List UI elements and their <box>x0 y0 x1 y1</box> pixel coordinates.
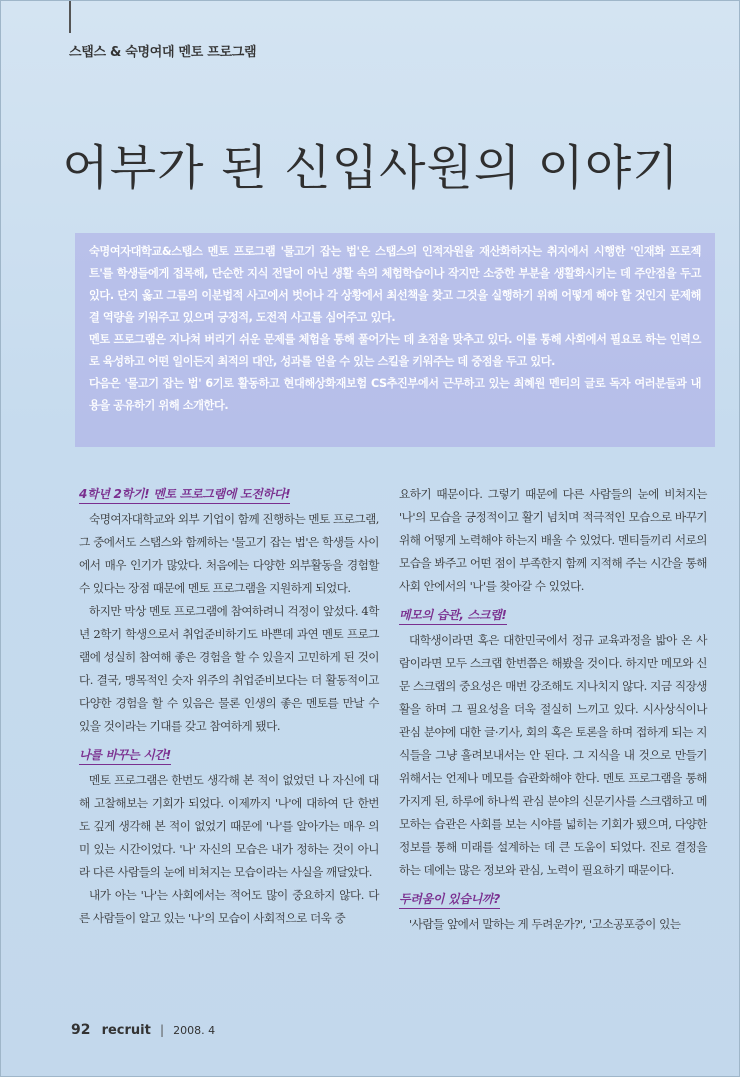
top-rule <box>69 1 71 33</box>
body-paragraph: '사람들 앞에서 말하는 게 두려운가?', '고소공포증이 있는 <box>409 917 681 931</box>
section-heading: 메모의 습관, 스크랩! <box>399 606 507 625</box>
body-paragraph: 멘토 프로그램은 한번도 생각해 본 적이 없었던 나 자신에 대해 고찰해보는 기회가 되었다. 이제까지 '나'에 대하여 단 한번도 깊게 생각해 본 적이 없었기 때문에 '나'를 알아가는 매우 의미 있는 시간이었다. '나' 자신의 모습은 내가 정하는 것이 아니라 다른 사람들의 눈에 비쳐지는 모습이라는 사실을 깨달았다. <box>79 773 379 879</box>
footer-separator: | <box>159 1023 164 1037</box>
section-heading: 4학년 2학기! 멘토 프로그램에 도전하다! <box>79 485 290 504</box>
page-number: 92 <box>71 1022 91 1038</box>
intro-box <box>75 233 715 447</box>
body-paragraph: 요하기 때문이다. 그렇기 때문에 다른 사람들의 눈에 비쳐지는 '나'의 모습을 긍정적이고 활기 넘치며 적극적인 모습으로 바꾸기 위해 어떻게 노력해야 하는지 배울 수 있었다. 멘티들끼리 서로의 모습을 봐주고 어떤 점이 부족한지 함께 지적해 주는 시간을 통해 사회 안에서의 '나'를 찾아갈 수 있었다. <box>399 487 707 593</box>
intro-paragraph: 다음은 '물고기 잡는 법' 6기로 활동하고 현대해상화재보험 CS추진부에서 근무하고 있는 최혜원 멘티의 글로 독자 여러분들과 내용을 공유하기 위해 소개한다. <box>89 377 701 412</box>
article-title: 어부가 된 신입사원의 이야기 <box>62 140 680 196</box>
intro-paragraph: 숙명여자대학교&스탭스 멘토 프로그램 '물고기 잡는 법'은 스탭스의 인적자원을 재산화하자는 취지에서 시행한 '인재화 프로젝트'를 학생들에게 접목해, 단순한 지식 전달이 아닌 생활 속의 체험학습이나 작지만 소중한 부분을 생활화시키는 데 주안점을 두고 있다. 단지 옳고 그름의 이분법적 사고에서 벗어나 각 상황에서 최선책을 찾고 그것을 실행하기 위해 어떻게 해야 할 것인지 문제해결 역량을 키워주고 있으며 긍정적, 도전적 사고를 심어주고 있다. <box>89 245 701 324</box>
issue-date: 2008. 4 <box>173 1024 216 1037</box>
body-paragraph: 대학생이라면 혹은 대한민국에서 정규 교육과정을 밟아 온 사람이라면 모두 스크랩 한번쯤은 해봤을 것이다. 하지만 메모와 신문 스크랩의 중요성은 매번 강조해도 지나치지 않다. 지금 직장생활을 하며 그 필요성을 더욱 절실히 느끼고 있다. 시사상식이나 관심 분야에 대한 글·기사, 회의 혹은 토론을 하며 접하게 되는 지식들을 그냥 흘려보내서는 안 된다. 그 지식을 내 것으로 만들기 위해서는 언제나 메모를 습관화해야 한다. 멘토 프로그램을 통해 가지게 된, 하루에 하나씩 관심 분야의 신문기사를 스크랩하고 메모하는 습관은 사회를 보는 시야를 넓히는 기회가 됐으며, 다양한 정보를 통해 미래를 설계하는 데 큰 도움이 되었다. 진로 결정을 하는 데에는 많은 정보와 관심, 노력이 필요하기 때문이다. <box>399 633 707 877</box>
body-paragraph: 숙명여자대학교와 외부 기업이 함께 진행하는 멘토 프로그램, 그 중에서도 스탭스와 함께하는 '물고기 잡는 법'은 학생들 사이에서 매우 인기가 많았다. 처음에는 다양한 외부활동을 경험할 수 있다는 장점 때문에 멘토 프로그램을 지원하게 되었다. <box>79 512 379 595</box>
section-heading: 두려움이 있습니까? <box>399 890 500 909</box>
section-label: 스탭스 & 숙명여대 멘토 프로그램 <box>69 45 257 60</box>
body-paragraph: 내가 아는 '나'는 사회에서는 적어도 많이 중요하지 않다. 다른 사람들이 알고 있는 '나'의 모습이 사회적으로 더욱 중 <box>79 888 379 925</box>
magazine-name: recruit <box>101 1023 151 1038</box>
intro-paragraph: 멘토 프로그램은 지나쳐 버리기 쉬운 문제를 체험을 통해 풀어가는 데 초점을 맞추고 있다. 이를 통해 사회에서 필요로 하는 인력으로 육성하고 어떤 일이든지 최적의 대안, 성과를 얻을 수 있는 스킬을 키워주는 데 중점을 두고 있다. <box>89 333 701 368</box>
body-paragraph: 하지만 막상 멘토 프로그램에 참여하려니 걱정이 앞섰다. 4학년 2학기 학생으로서 취업준비하기도 바쁜데 과연 멘토 프로그램에 성실히 참여해 좋은 경험을 할 수 있을지 고민하게 된 것이다. 결국, 맹목적인 숫자 위주의 취업준비보다는 더 활동적이고 다양한 경험을 할 수 있음은 물론 인생의 좋은 멘토를 만날 수 있을 것이라는 기대를 갖고 참여하게 됐다. <box>79 604 379 733</box>
left-column <box>79 483 379 930</box>
page-footer <box>71 1019 215 1038</box>
section-heading: 나를 바꾸는 시간! <box>79 746 171 765</box>
right-column <box>399 483 707 936</box>
